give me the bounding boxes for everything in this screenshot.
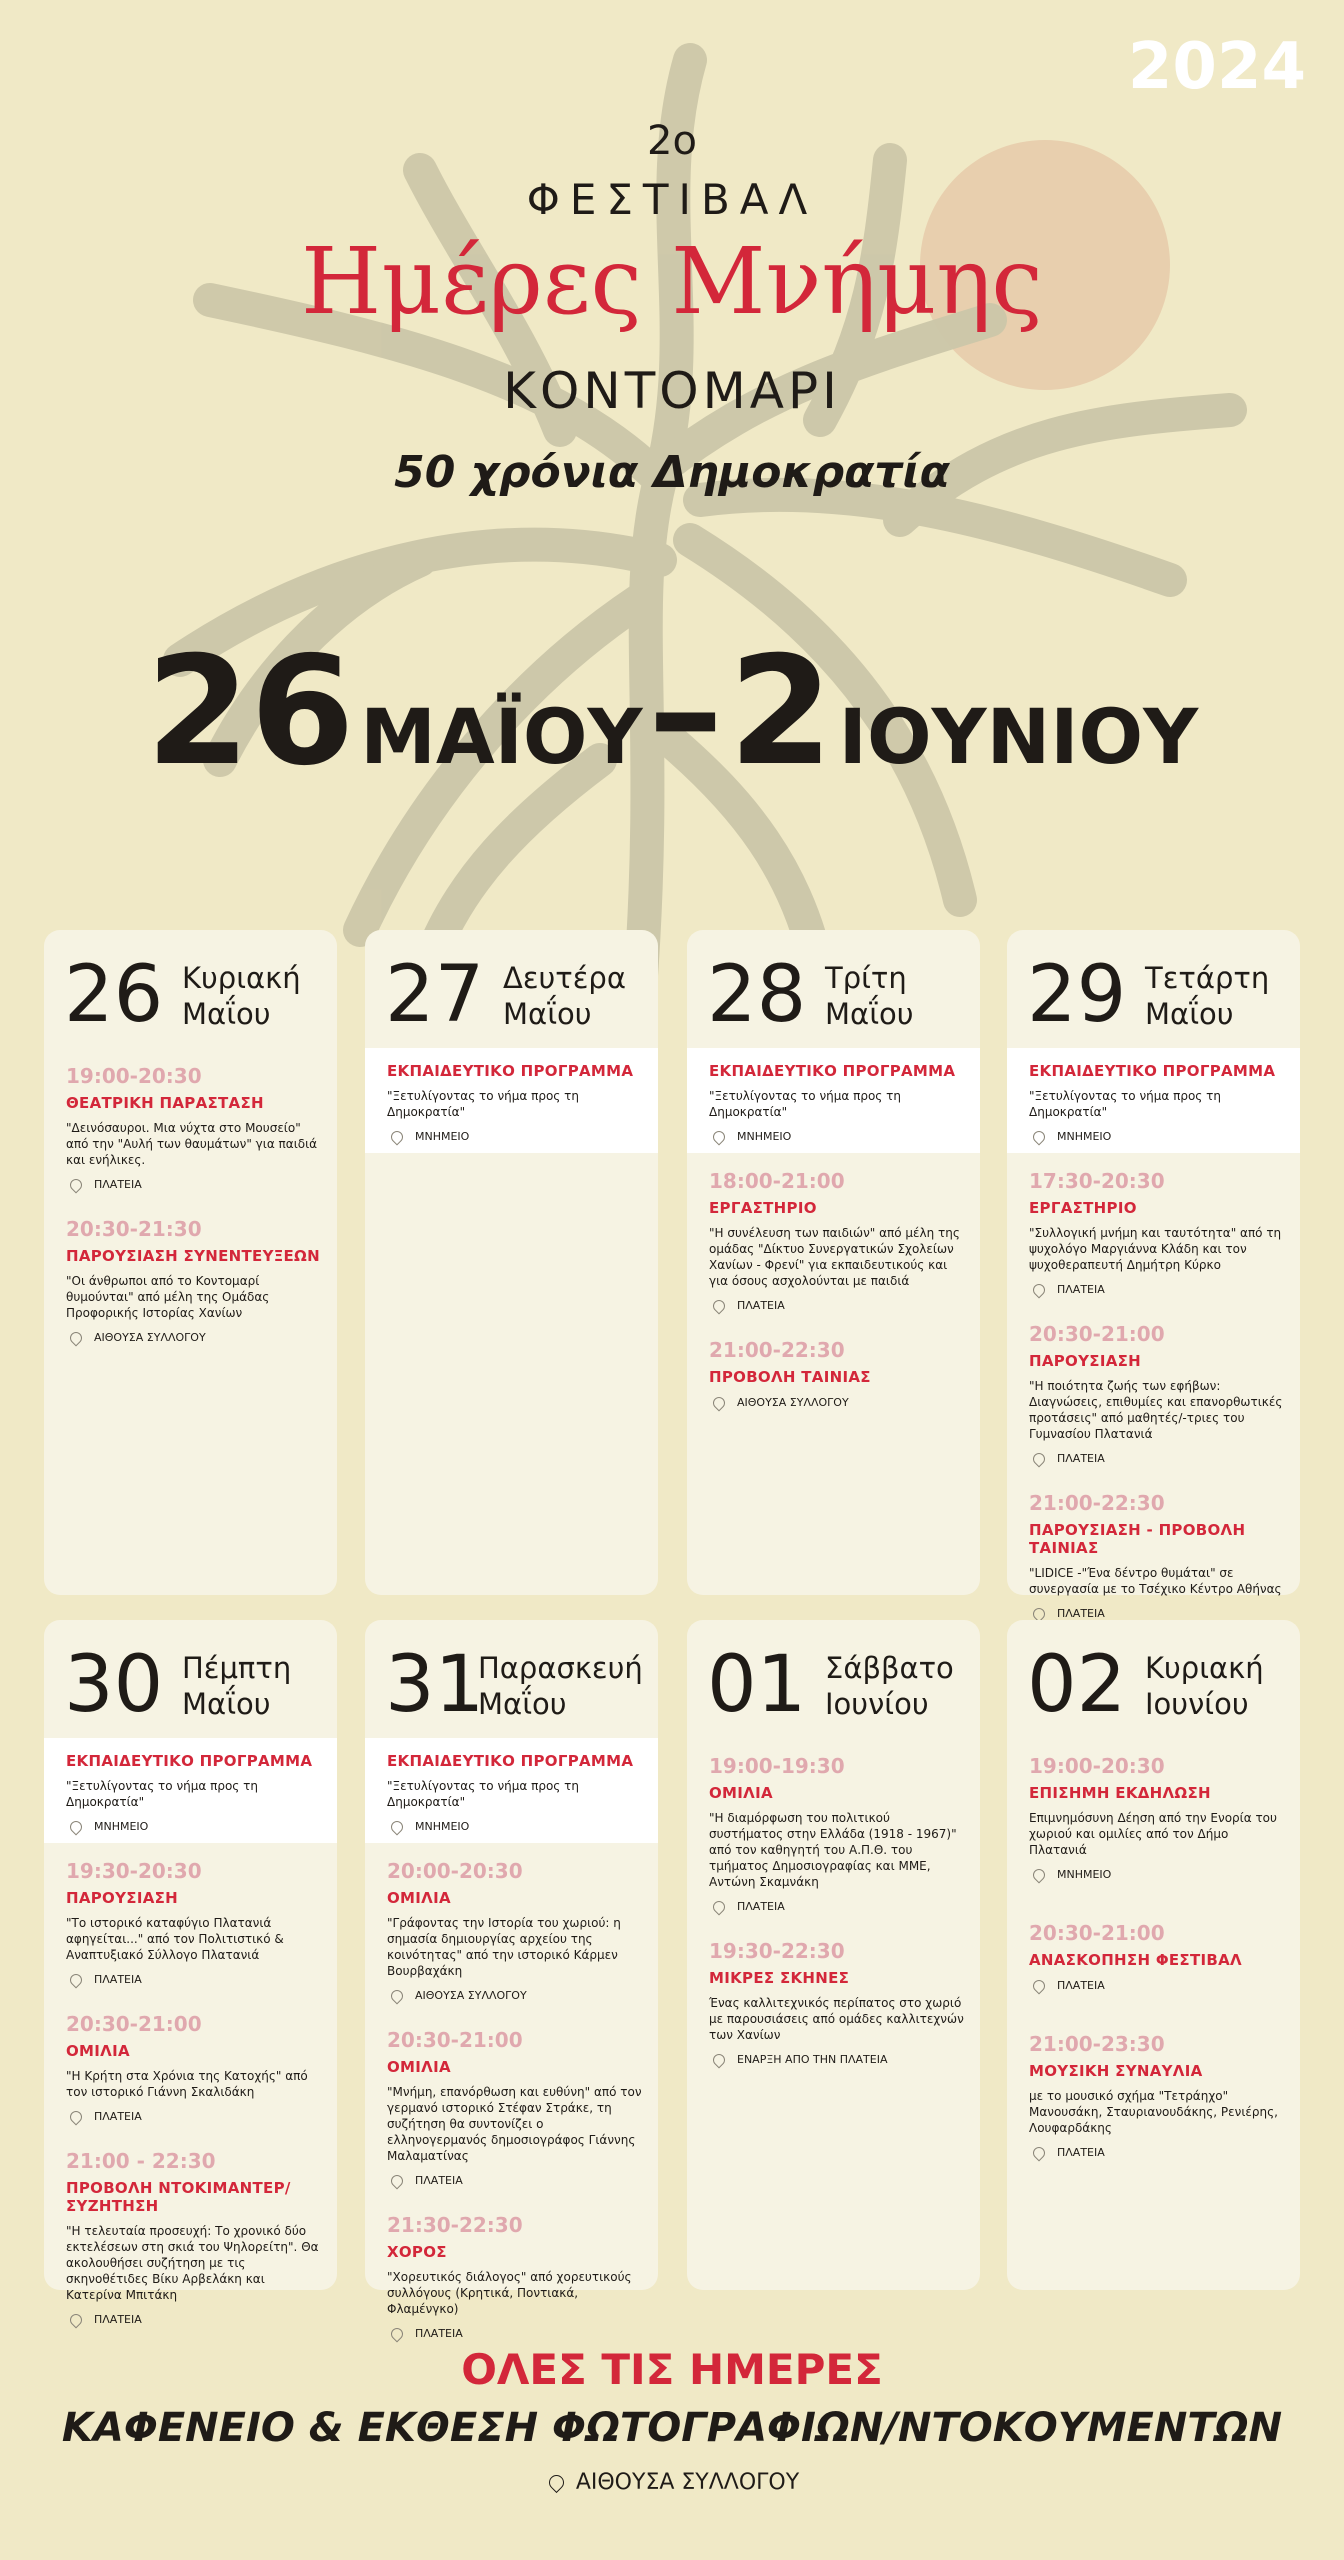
day-name: Δευτέρα: [503, 961, 626, 995]
event-description: Ένας καλλιτεχνικός περίπατος στο χωριό με παρουσιάσεις από ομάδες καλλιτεχνών των Χανίων: [709, 1996, 964, 2042]
day-card: [687, 930, 980, 1595]
start-day: 26: [145, 625, 355, 799]
event-location-label: ΠΛΑΤΕΙΑ: [94, 2110, 142, 2123]
day-number: 28: [707, 950, 807, 1040]
event: [1007, 2002, 1300, 2169]
day-number: 31: [385, 1640, 485, 1730]
day-card: [1007, 930, 1300, 1620]
event-category: ΜΟΥΣΙΚΗ ΣΥΝΑΥΛΙΑ: [1029, 2062, 1203, 2080]
event-time: 21:00-23:30: [1029, 2032, 1165, 2056]
event-location-label: ΠΛΑΤΕΙΑ: [94, 1178, 142, 1191]
day-month: Μαΐου: [825, 997, 914, 1031]
map-pin-icon: [68, 2311, 85, 2328]
event-time: 20:30-21:30: [66, 1217, 202, 1241]
day-card-header: [365, 930, 658, 1048]
map-pin-icon: [389, 1987, 406, 2004]
map-pin-icon: [1031, 2144, 1048, 2161]
event-time: 19:30-22:30: [709, 1939, 845, 1963]
event-description: "Η ποιότητα ζωής των εφήβων: Διαγνώσεις, επιθυμίες και επανορθωτικές προτάσεις" από μαθητές/-τριες του Γυμνασίου Πλατανιά: [1029, 1379, 1283, 1441]
year-label: 2024: [1127, 30, 1306, 104]
start-month: ΜΑΪΟΥ: [360, 692, 643, 781]
map-pin-icon: [1031, 1866, 1048, 1883]
event-location: [66, 1820, 323, 1833]
event: [44, 1738, 337, 1843]
event-location-label: ΑΙΘΟΥΣΑ ΣΥΛΛΟΓΟΥ: [415, 1989, 527, 2002]
event: [365, 1048, 658, 1153]
day-card-header: [687, 930, 980, 1048]
event: [44, 1201, 337, 1354]
event-category: ΕΚΠΑΙΔΕΥΤΙΚΟ ΠΡΟΓΡΑΜΜΑ: [387, 1752, 634, 1770]
event-location-label: ΠΛΑΤΕΙΑ: [94, 1973, 142, 1986]
map-pin-icon: [68, 1971, 85, 1988]
event-location-label: ΑΙΘΟΥΣΑ ΣΥΛΛΟΓΟΥ: [94, 1331, 206, 1344]
event-category: ΟΜΙΛΙΑ: [387, 1889, 451, 1907]
day-month: Ιουνίου: [825, 1687, 929, 1721]
event-location: [709, 1299, 966, 1312]
event-location: [1029, 1130, 1286, 1143]
event-description: "Η τελευταία προσευχή: Το χρονικό δύο εκτελέσεων στη σκιά του Ψηλορείτη". Θα ακολουθήσει συζήτηση με τις σκηνοθέτιδες Βίκυ Αρβελάκη και Κατερίνα Μπιτάκη: [66, 2224, 319, 2302]
event-category: ΕΚΠΑΙΔΕΥΤΙΚΟ ΠΡΟΓΡΑΜΜΑ: [1029, 1062, 1276, 1080]
day-name: Τετάρτη: [1145, 961, 1270, 995]
event: [687, 1048, 980, 1153]
day-card-header: [44, 1620, 337, 1738]
event-location-label: ΠΛΑΤΕΙΑ: [1057, 2146, 1105, 2159]
event: [1007, 1891, 1300, 2002]
day-month: Μαΐου: [478, 1687, 567, 1721]
event-description: "Η Κρήτη στα Χρόνια της Κατοχής" από τον ιστορικό Γιάννη Σκαλιδάκη: [66, 2069, 308, 2099]
event-location: [66, 2110, 323, 2123]
event-location-label: ΜΝΗΜΕΙΟ: [1057, 1130, 1112, 1143]
event-category: ΠΑΡΟΥΣΙΑΣΗ: [1029, 1352, 1142, 1370]
event: [365, 1738, 658, 1843]
day-card: [1007, 1620, 1300, 2290]
day-number: 02: [1027, 1640, 1127, 1730]
event: [687, 1923, 980, 2076]
event-category: ΠΑΡΟΥΣΙΑΣΗ - ΠΡΟΒΟΛΗ ΤΑΙΝΙΑΣ: [1029, 1521, 1246, 1557]
event-location: [66, 1331, 323, 1344]
day-card: [44, 1620, 337, 2326]
event-category: ΕΚΠΑΙΔΕΥΤΙΚΟ ΠΡΟΓΡΑΜΜΑ: [709, 1062, 956, 1080]
event-description: "Ξετυλίγοντας το νήμα προς τη Δημοκρατία": [387, 1779, 579, 1809]
event-description: με το μουσικό σχήμα "Τετράηχο" Μανουσάκη, Σταυριανουδάκης, Ρενιέρης, Λουφαρδάκης: [1029, 2089, 1278, 2135]
all-days-label: ΟΛΕΣ ΤΙΣ ΗΜΕΡΕΣ: [461, 2345, 883, 2394]
theme-label: 50 χρόνια Δημοκρατία: [394, 447, 950, 498]
day-card: [365, 930, 658, 1595]
event-location-label: ΠΛΑΤΕΙΑ: [94, 2313, 142, 2326]
event-location-label: ΠΛΑΤΕΙΑ: [1057, 1607, 1105, 1620]
day-name: Κυριακή: [182, 961, 301, 995]
event: [1007, 1153, 1300, 1306]
event: [1007, 1048, 1300, 1153]
event-location: [709, 2053, 966, 2066]
event-category: ΧΟΡΟΣ: [387, 2243, 447, 2261]
event-location-label: ΠΛΑΤΕΙΑ: [737, 1900, 785, 1913]
event-location-label: ΠΛΑΤΕΙΑ: [415, 2174, 463, 2187]
day-number: 01: [707, 1640, 807, 1730]
event-location-label: ΜΝΗΜΕΙΟ: [415, 1130, 470, 1143]
event-category: ΘΕΑΤΡΙΚΗ ΠΑΡΑΣΤΑΣΗ: [66, 1094, 264, 1112]
end-month: ΙΟΥΝΙΟΥ: [838, 692, 1199, 781]
map-pin-icon: [1031, 1450, 1048, 1467]
event: [365, 1843, 658, 2012]
day-name: Τρίτη: [825, 961, 907, 995]
event: [44, 2133, 337, 2336]
cafe-exhibition-label: ΚΑΦΕΝΕΙΟ & ΕΚΘΕΣΗ ΦΩΤΟΓΡΑΦΙΩΝ/ΝΤΟΚΟΥΜΕΝΤΩΝ: [61, 2405, 1283, 2451]
place-label: ΚΟΝΤΟΜΑΡΙ: [503, 362, 841, 420]
event-time: 20:30-21:00: [1029, 1322, 1165, 1346]
festival-label: ΦΕΣΤΙΒΑΛ: [526, 175, 818, 224]
event-location-label: ΜΝΗΜΕΙΟ: [415, 1820, 470, 1833]
event-category: ΕΚΠΑΙΔΕΥΤΙΚΟ ΠΡΟΓΡΑΜΜΑ: [66, 1752, 313, 1770]
event-location: [709, 1396, 966, 1409]
map-pin-icon: [68, 1818, 85, 1835]
day-month: Ιουνίου: [1145, 1687, 1249, 1721]
event-category: ΠΑΡΟΥΣΙΑΣΗ: [66, 1889, 179, 1907]
event-location: [66, 2313, 323, 2326]
end-day: 2: [728, 625, 834, 799]
event-description: "Το ιστορικό καταφύγιο Πλατανιά αφηγείται..." από τον Πολιτιστικό & Αναπτυξιακό Σύλλογο Πλατανιά: [66, 1916, 284, 1962]
day-month: Μαΐου: [1145, 997, 1234, 1031]
map-pin-icon: [1031, 1128, 1048, 1145]
event-description: "LIDICE -"Ένα δέντρο θυμάται" σε συνεργασία με το Τσέχικο Κέντρο Αθήνας: [1029, 1566, 1282, 1596]
event-location-label: ΜΝΗΜΕΙΟ: [1057, 1868, 1112, 1881]
event-description: "Γράφοντας την Ιστορία του χωριού: η σημασία δημιουργίας αρχείου της κοινότητας" από την ιστορικό Κάρμεν Βουρβαχάκη: [387, 1916, 621, 1978]
event-category: ΟΜΙΛΙΑ: [387, 2058, 451, 2076]
event-location: [387, 1130, 644, 1143]
event-location-label: ΠΛΑΤΕΙΑ: [1057, 1452, 1105, 1465]
event-time: 17:30-20:30: [1029, 1169, 1165, 1193]
event-location: [387, 1820, 644, 1833]
event-location: [1029, 2146, 1286, 2159]
event-location: [66, 1178, 323, 1191]
day-card-header: [687, 1620, 980, 1738]
day-name: Κυριακή: [1145, 1651, 1264, 1685]
map-pin-icon: [68, 1176, 85, 1193]
day-card-header: [1007, 1620, 1300, 1738]
event-category: ΕΡΓΑΣΤΗΡΙΟ: [709, 1199, 817, 1217]
event-description: "Ξετυλίγοντας το νήμα προς τη Δημοκρατία": [1029, 1089, 1221, 1119]
day-card-header: [44, 930, 337, 1048]
event-location: [1029, 1979, 1286, 1992]
map-pin-icon: [1031, 1281, 1048, 1298]
day-month: Μαΐου: [182, 997, 271, 1031]
footer-location-label: ΑΙΘΟΥΣΑ ΣΥΛΛΟΓΟΥ: [575, 2470, 800, 2495]
event-category: ΟΜΙΛΙΑ: [66, 2042, 130, 2060]
day-number: 27: [385, 950, 485, 1040]
map-pin-icon: [68, 1329, 85, 1346]
event-location: [1029, 1868, 1286, 1881]
event-category: ΑΝΑΣΚΟΠΗΣΗ ΦΕΣΤΙΒΑΛ: [1029, 1951, 1242, 1969]
event-location: [387, 2327, 644, 2340]
event-time: 20:00-20:30: [387, 1859, 523, 1883]
event-location: [1029, 1452, 1286, 1465]
event: [687, 1153, 980, 1322]
map-pin-icon: [389, 1128, 406, 1145]
map-pin-icon: [389, 2172, 406, 2189]
map-pin-icon: [1031, 1977, 1048, 1994]
festival-title: Ημέρες Μνήμης: [301, 228, 1043, 335]
event-description: "Οι άνθρωποι από το Κοντομαρί θυμούνται" από μέλη της Ομάδας Προφορικής Ιστορίας Χανίων: [66, 1274, 270, 1320]
event-description: "Η συνέλευση των παιδιών" από μέλη της ομάδας "Δίκτυο Συνεργατικών Σχολείων Χανίων - Φρενί" για εκπαιδευτικούς και για όσους ασχολούνται με παιδιά: [709, 1226, 960, 1288]
event-time: 19:00-20:30: [66, 1064, 202, 1088]
day-name: Παρασκευή: [478, 1651, 643, 1685]
event: [44, 1048, 337, 1201]
event-time: 20:30-21:00: [1029, 1921, 1165, 1945]
event-time: 20:30-21:00: [387, 2028, 523, 2052]
event: [1007, 1306, 1300, 1475]
event-location-label: ΜΝΗΜΕΙΟ: [737, 1130, 792, 1143]
map-pin-icon: [711, 1898, 728, 1915]
event-category: ΠΡΟΒΟΛΗ ΤΑΙΝΙΑΣ: [709, 1368, 871, 1386]
event-category: ΕΚΠΑΙΔΕΥΤΙΚΟ ΠΡΟΓΡΑΜΜΑ: [387, 1062, 634, 1080]
map-pin-icon: [68, 2108, 85, 2125]
event: [365, 2197, 658, 2350]
event: [44, 1843, 337, 1996]
event-location-label: ΕΝΑΡΞΗ ΑΠΟ ΤΗΝ ΠΛΑΤΕΙΑ: [737, 2053, 888, 2066]
event-category: ΟΜΙΛΙΑ: [709, 1784, 773, 1802]
event-category: ΠΑΡΟΥΣΙΑΣΗ ΣΥΝΕΝΤΕΥΞΕΩΝ: [66, 1247, 320, 1265]
map-pin-icon: [389, 2325, 406, 2342]
event-time: 18:00-21:00: [709, 1169, 845, 1193]
event-description: "Δεινόσαυροι. Μια νύχτα στο Μουσείο" από την "Αυλή των θαυμάτων" για παιδιά και ενήλικες.: [66, 1121, 318, 1167]
day-number: 30: [64, 1640, 164, 1730]
edition-label: 2ο: [647, 118, 697, 164]
event-location-label: ΑΙΘΟΥΣΑ ΣΥΛΛΟΓΟΥ: [737, 1396, 849, 1409]
day-month: Μαΐου: [182, 1687, 271, 1721]
event: [687, 1738, 980, 1923]
event: [687, 1322, 980, 1419]
event-category: ΕΡΓΑΣΤΗΡΙΟ: [1029, 1199, 1137, 1217]
event-category: ΕΠΙΣΗΜΗ ΕΚΔΗΛΩΣΗ: [1029, 1784, 1211, 1802]
event-location: [709, 1130, 966, 1143]
map-pin-icon: [711, 1297, 728, 1314]
event-description: "Χορευτικός διάλογος" από χορευτικούς συλλόγους (Κρητικά, Ποντιακά, Φλαμένγκο): [387, 2270, 632, 2316]
event-location: [1029, 1283, 1286, 1296]
event-description: "Η διαμόρφωση του πολιτικού συστήματος στην Ελλάδα (1918 - 1967)" από τον καθηγητή του Α.Π.Θ. του τμήματος Δημοσιογραφίας και ΜΜΕ, Αντώνη Σκαμνάκη: [709, 1811, 957, 1889]
event-time: 21:30-22:30: [387, 2213, 523, 2237]
event: [1007, 1738, 1300, 1891]
event-category: ΜΙΚΡΕΣ ΣΚΗΝΕΣ: [709, 1969, 850, 1987]
event-description: Επιμνημόσυνη Δέηση από την Ενορία του χωριού και ομιλίες από τον Δήμο Πλατανιά: [1029, 1811, 1277, 1857]
event: [44, 1996, 337, 2133]
event-location: [387, 2174, 644, 2187]
day-number: 29: [1027, 950, 1127, 1040]
day-name: Σάββατο: [825, 1651, 954, 1685]
event: [1007, 1475, 1300, 1630]
event-category: ΠΡΟΒΟΛΗ ΝΤΟΚΙΜΑΝΤΕΡ/ ΣΥΖΗΤΗΣΗ: [66, 2179, 291, 2215]
day-card: [687, 1620, 980, 2290]
event-description: "Συλλογική μνήμη και ταυτότητα" από τη ψυχολόγο Μαργιάννα Κλάδη και τον ψυχοθεραπευτή Δημήτρη Κύρκο: [1029, 1226, 1282, 1272]
event-location: [709, 1900, 966, 1913]
footer-location: [0, 2470, 1344, 2495]
day-card: [44, 930, 337, 1595]
map-pin-icon: [711, 1128, 728, 1145]
event-time: 21:00-22:30: [709, 1338, 845, 1362]
event-time: 21:00 - 22:30: [66, 2149, 216, 2173]
map-pin-icon: [389, 1818, 406, 1835]
event-description: "Μνήμη, επανόρθωση και ευθύνη" από τον γερμανό ιστορικό Στέφαν Στράκε, τη συζήτηση θα συντονίζει ο ελληνογερμανός δημοσιογράφος Γιάννης Μαλαματίνας: [387, 2085, 642, 2163]
event-description: "Ξετυλίγοντας το νήμα προς τη Δημοκρατία": [66, 1779, 258, 1809]
event-location-label: ΠΛΑΤΕΙΑ: [737, 1299, 785, 1312]
map-pin-icon: [546, 2472, 567, 2493]
event-location: [387, 1989, 644, 2002]
event-description: "Ξετυλίγοντας το νήμα προς τη Δημοκρατία": [709, 1089, 901, 1119]
day-card-header: [365, 1620, 658, 1738]
day-month: Μαΐου: [503, 997, 592, 1031]
event-time: 19:30-20:30: [66, 1859, 202, 1883]
event-time: 19:00-20:30: [1029, 1754, 1165, 1778]
date-dash: –: [648, 625, 724, 799]
event-location-label: ΠΛΑΤΕΙΑ: [1057, 1283, 1105, 1296]
map-pin-icon: [711, 1394, 728, 1411]
event-location-label: ΜΝΗΜΕΙΟ: [94, 1820, 149, 1833]
event-location-label: ΠΛΑΤΕΙΑ: [1057, 1979, 1105, 1992]
day-card: [365, 1620, 658, 2340]
event-time: 20:30-21:00: [66, 2012, 202, 2036]
day-card-header: [1007, 930, 1300, 1048]
day-name: Πέμπτη: [182, 1651, 292, 1685]
event-description: "Ξετυλίγοντας το νήμα προς τη Δημοκρατία": [387, 1089, 579, 1119]
map-pin-icon: [711, 2051, 728, 2068]
event: [365, 2012, 658, 2197]
event-location: [66, 1973, 323, 1986]
event-location: [1029, 1607, 1286, 1620]
event-time: 19:00-19:30: [709, 1754, 845, 1778]
event-location-label: ΠΛΑΤΕΙΑ: [415, 2327, 463, 2340]
day-number: 26: [64, 950, 164, 1040]
date-range: [0, 625, 1344, 799]
event-time: 21:00-22:30: [1029, 1491, 1165, 1515]
